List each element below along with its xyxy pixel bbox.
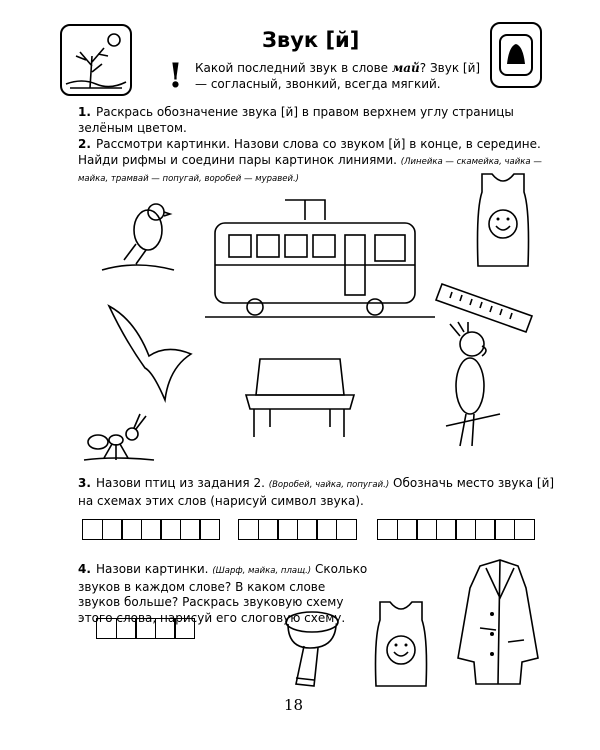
task-3: 3. Назови птиц из задания 2. (Воробей, чайка, попугай.) Обозначь место звука [й] на схемах этих слов (нарисуй символ звука). bbox=[78, 476, 555, 508]
tree-icon bbox=[62, 26, 130, 94]
scheme-boxes-2[interactable] bbox=[238, 519, 355, 540]
task-4: 4. Назови картинки. (Шарф, майка, плащ.) Сколько звуков в каждом слове? В каком слове звуков больше? Раскрась звуковую схему этого слова, нарисуй его слоговую схему. bbox=[78, 562, 368, 625]
task-2: 2. Рассмотри картинки. Назови слова со звуком [й] в конце, в середине. Найди рифмы и соедини пары картинок линиями. (Линейка — скамейка, чайка — майка, трамвай — попугай, воробей — муравей.) bbox=[78, 137, 542, 184]
exclamation-mark: ! bbox=[168, 56, 183, 96]
page-number: 18 bbox=[284, 696, 304, 714]
bell-icon bbox=[505, 42, 527, 66]
scarf-picture bbox=[282, 608, 348, 690]
bench-picture bbox=[240, 355, 360, 440]
sound-note: Какой последний звук в слове май? Звук [й] — согласный, звонкий, всегда мягкий. bbox=[195, 61, 481, 91]
tram-picture bbox=[205, 195, 435, 325]
scheme-boxes-1[interactable] bbox=[82, 519, 219, 540]
sparrow-picture bbox=[96, 200, 176, 275]
tank-top-picture-2 bbox=[368, 598, 434, 690]
raincoat-picture bbox=[450, 558, 548, 688]
scheme-boxes-3[interactable] bbox=[377, 519, 533, 540]
scheme-boxes-4[interactable] bbox=[96, 618, 194, 639]
page-title: Звук [й] bbox=[262, 28, 360, 52]
seagull-picture bbox=[105, 300, 195, 410]
task-1: 1. Раскрась обозначение звука [й] в правом верхнем углу страницы зелёным цветом. bbox=[78, 105, 514, 135]
ant-picture bbox=[84, 412, 156, 464]
tree-picture bbox=[60, 24, 132, 96]
sound-symbol-box bbox=[490, 22, 542, 88]
tank-top-picture bbox=[468, 170, 538, 270]
parrot-picture bbox=[442, 322, 502, 450]
